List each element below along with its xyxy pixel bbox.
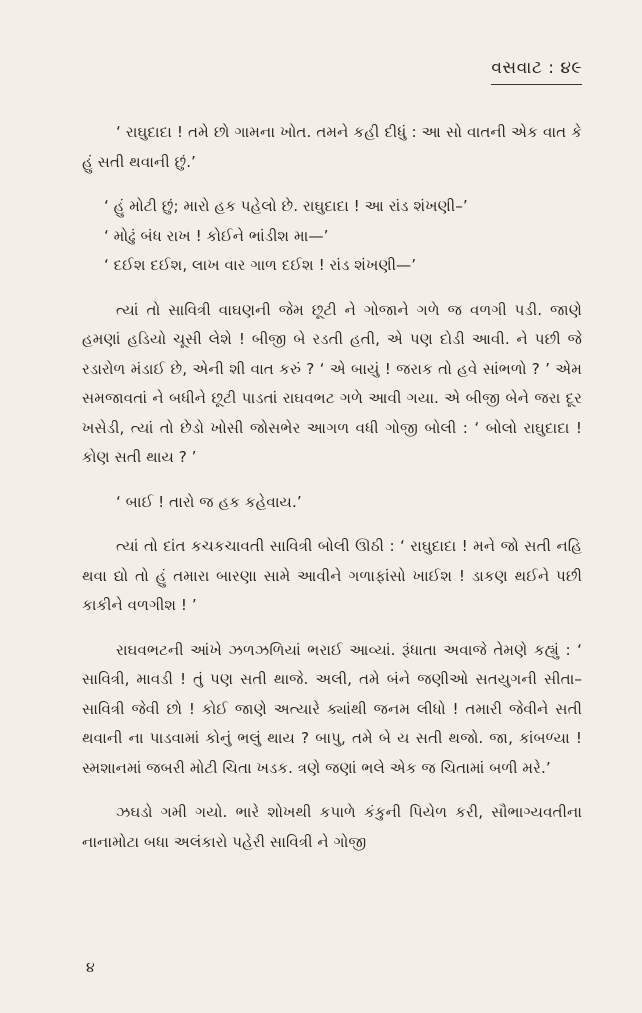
paragraph-2: ‘ હું મોટી છું; મારો હક પહેલો છે. રાઘુદાદા ! આ રાંડ શંખણી–’ [104,197,468,215]
paragraph-4: ‘ દઈશ દઈશ, લાખ વાર ગાળ દઈશ ! રાંડ શંખણી—’ [104,256,417,274]
paragraph-3: ‘ મોઢું બંધ રાખ ! કોઈને ભાંડીશ મા—’ [104,226,329,245]
paragraph-6: ‘ બાઈ ! તારો જ હક કહેવાય.’ [116,492,302,511]
paragraph-5: ત્યાં તો સાવિત્રી વાઘણની જેમ છૂટી ને ગોજાને ગળે જ વળગી પડી. જાણે હમણાં હડિયો ચૂસી લેશે ! બીજી બે રડતી હતી, એ પણ દોડી આવી. ને પછી જે રડારોળ મંડાઈ છે, એની શી વાત કરું ? ‘ એ બાયું ! જરાક તો હવે સાંભળો ? ’ એમ સમજાવતાં ને બધીને છૂટી પાડતાં રાઘવભટ ગળે આવી ગયા. એ બીજી બેને જરા દૂર ખસેડી, ત્યાં તો છેડો ખોસી જોસભેર આગળ વધી ગોજી બોલી : ‘ બોલો રાઘુદાદા ! કોણ સતી થાય ? ’ [82,300,582,466]
body-text [82,118,582,857]
running-head: વસવાટ : ૪૯ [491,58,582,85]
page-folio: ૪ [86,960,95,976]
paragraph-1: ‘ રાઘુદાદા ! તમે છો ગામના ખોત. તમને કહી દીધું : આ સો વાતની એક વાત કે હું સતી થવાની છું.’ [82,123,582,171]
paragraph-8: રાઘવભટની આંખે ઝળઝળિયાં ભરાઈ આવ્યાં. રૂંધાતા અવાજે તેમણે કહ્યું : ‘ સાવિત્રી, માવડી ! તું પણ સતી થાજે. અલી, તમે બંને જણીઓ સતયુગની સીતા–સાવિત્રી જેવી છો ! કોઈ જાણે અત્યારે ક્યાંથી જનમ લીધો ! તમારી જેવીને સતી થવાની ના પાડવામાં કોનું ભલું થાય ? બાપુ, તમે બે ય સતી થજો. જા, કાંબળ્યા ! સ્મશાનમાં જબરી મોટી ચિતા ખડક. ત્રણે જણાં ભલે એક જ ચિતામાં બળી મરે.’ [82,640,582,777]
paragraph-7: ત્યાં તો દાંત કચકચાવતી સાવિત્રી બોલી ઊઠી : ‘ રાઘુદાદા ! મને જો સતી નહિ થવા દ્યો તો હું તમારા બારણા સામે આવીને ગળાફાંસો ખાઈશ ! ડાકણ થઈને પછી કાકીને વળગીશ ! ’ [82,537,582,614]
paragraph-9: ઝઘડો ગમી ગયો. ભારે શોખથી કપાળે કંકુની પિયેળ કરી, સૌભાગ્યવતીના નાનામોટા બધા અલંકારો પહેરી સાવિત્રી ને ગોજી [82,803,582,851]
